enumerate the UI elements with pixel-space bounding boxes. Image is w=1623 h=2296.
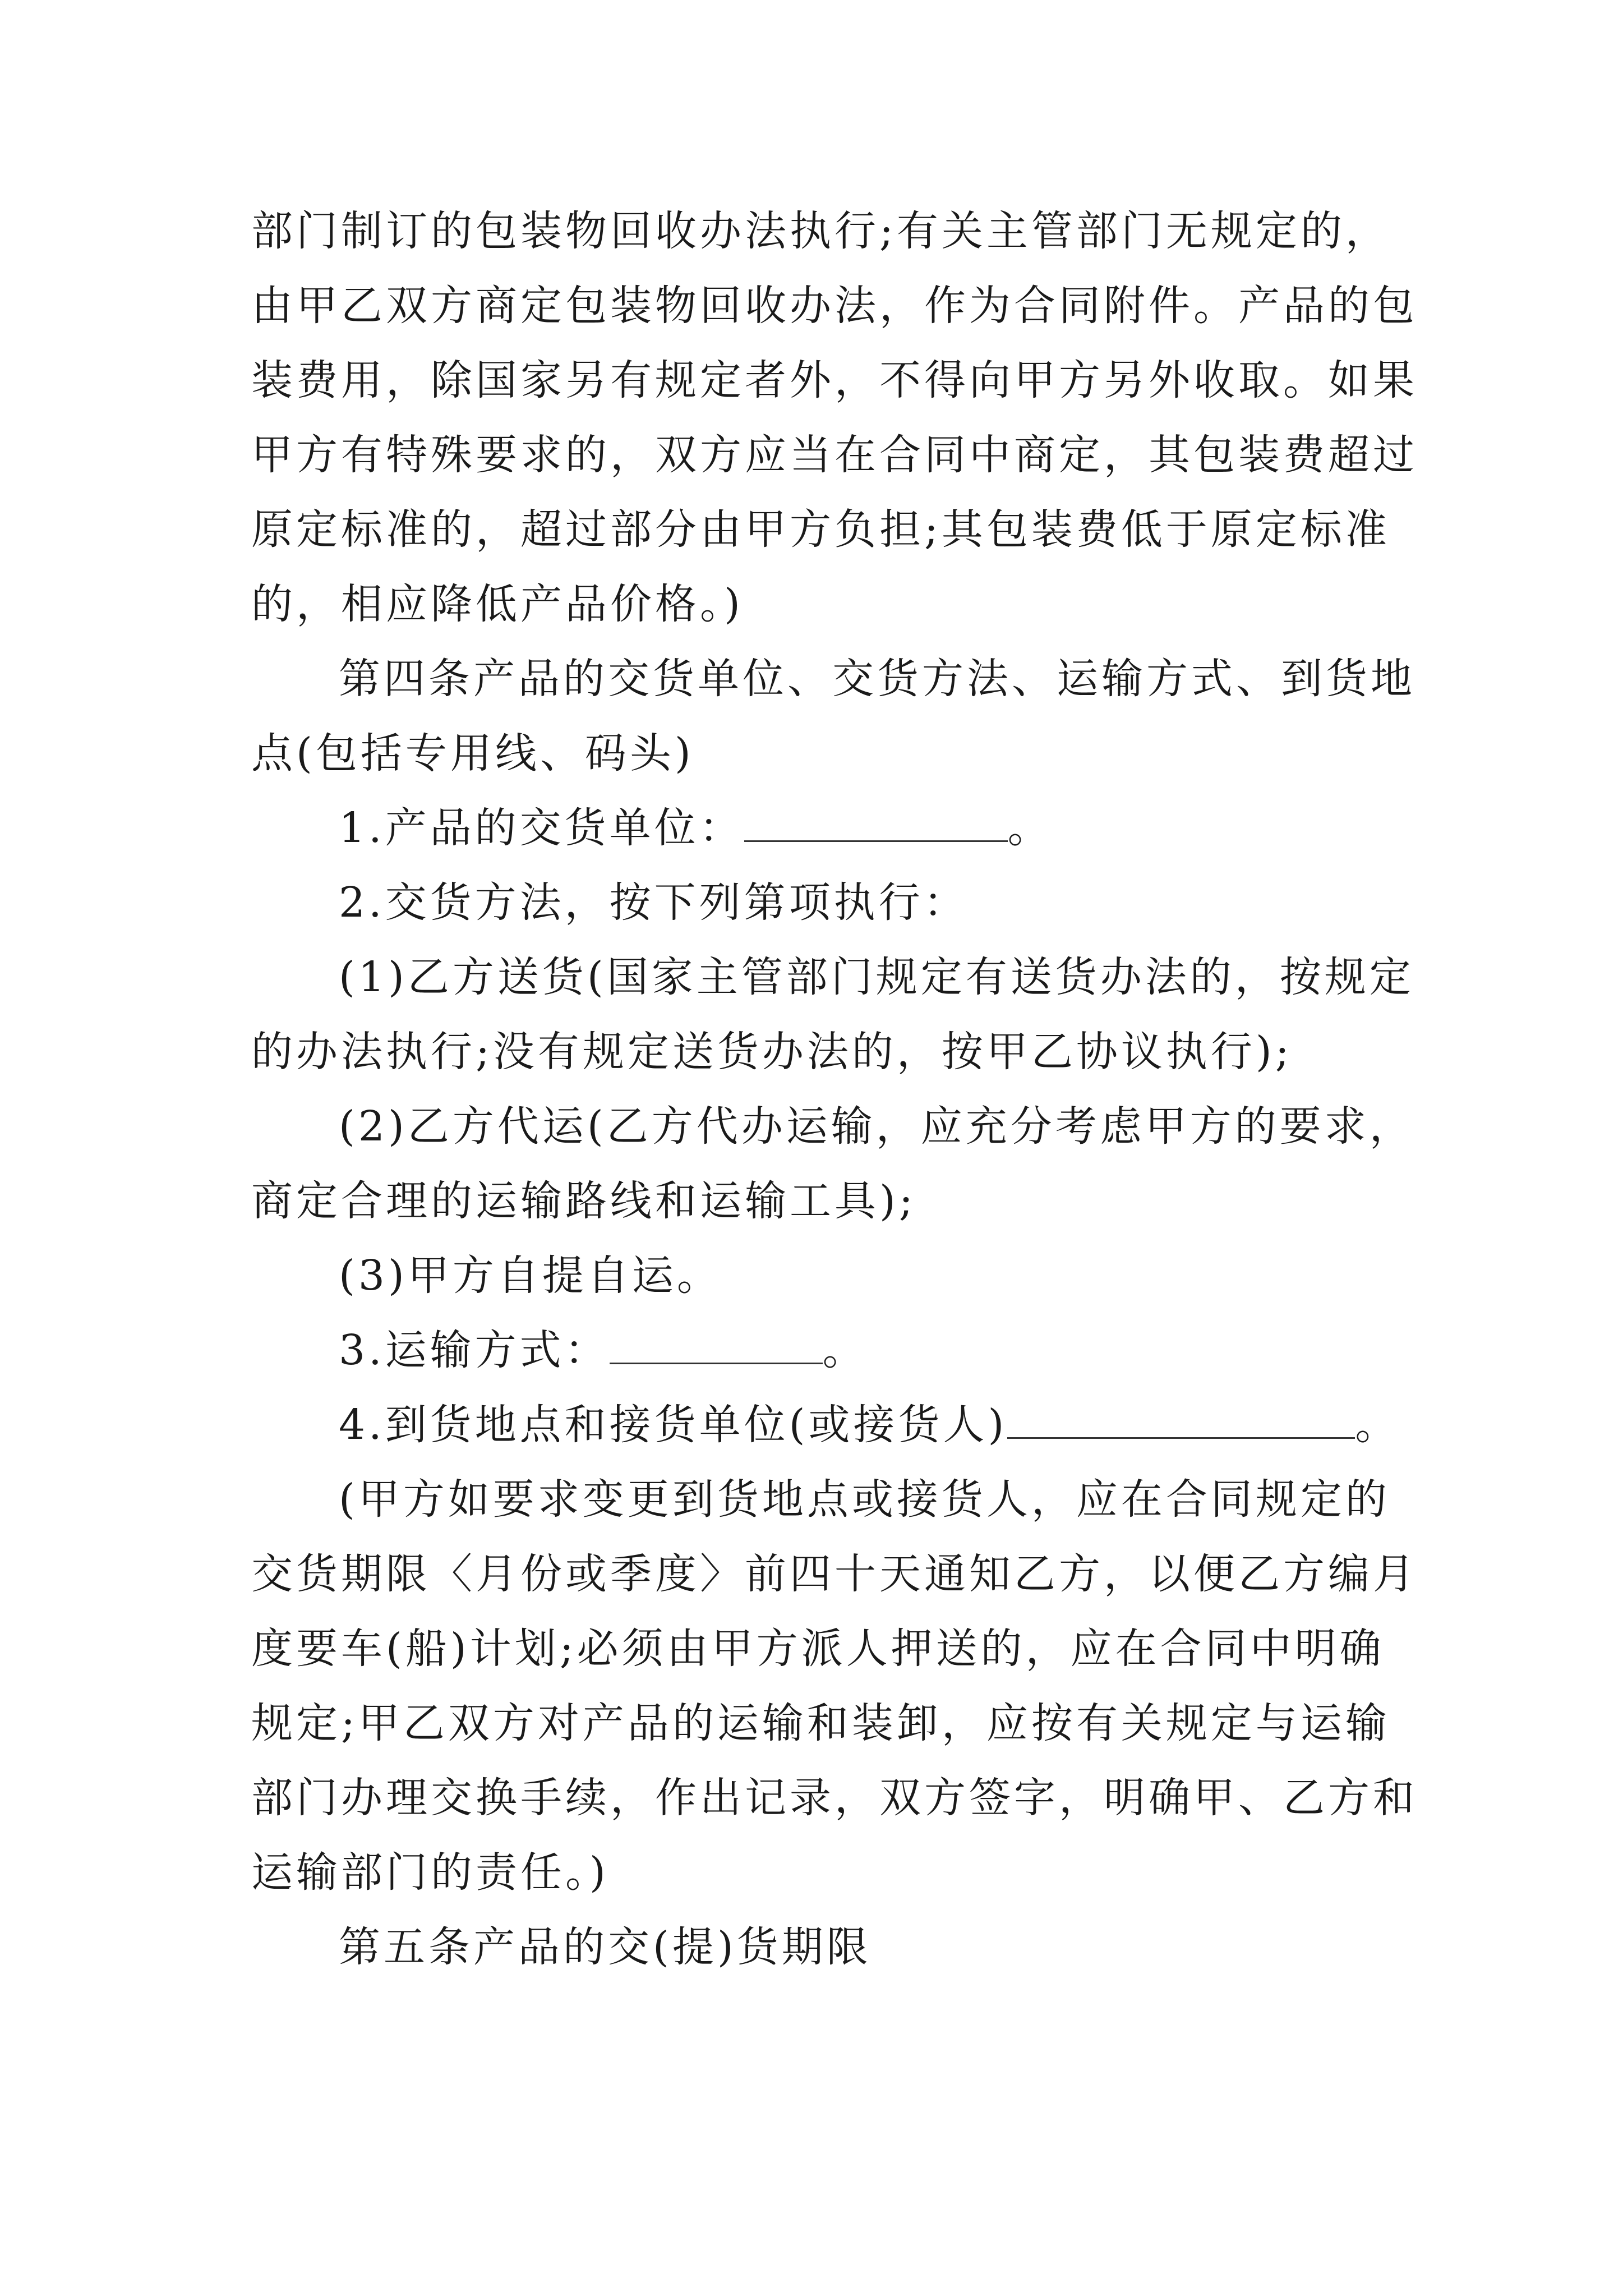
note-line-6: 运输部门的责任。): [251, 1848, 609, 1897]
transport-mode-label: 3.运输方式：: [339, 1326, 610, 1374]
delivery-unit-item: [339, 800, 1053, 856]
article-5-heading: 第五条产品的交(提)货期限: [339, 1923, 872, 1971]
note-line-2: 交货期限〈月份或季度〉前四十天通知乙方，以便乙方编月: [251, 1550, 1418, 1598]
option-1-line-1: (1)乙方送货(国家主管部门规定有送货办法的，按规定: [339, 953, 1414, 1001]
destination-blank[interactable]: [1007, 1398, 1355, 1439]
text-line-2: 由甲乙双方商定包装物回收办法，作为合同附件。产品的包: [251, 282, 1418, 330]
delivery-unit-label: 1.产品的交货单位：: [339, 804, 744, 852]
option-2-line-2: 商定合理的运输路线和运输工具);: [251, 1177, 916, 1225]
destination-label: 4.到货地点和接货单位(或接货人): [339, 1401, 1008, 1449]
delivery-unit-end: 。: [1007, 804, 1053, 852]
delivery-method-item: 2.交货方法，按下列第项执行：: [339, 878, 969, 927]
text-line-3: 装费用，除国家另有规定者外，不得向甲方另外收取。如果: [251, 356, 1418, 404]
option-1-line-2: 的办法执行;没有规定送货办法的，按甲乙协议执行);: [251, 1028, 1293, 1076]
option-3-line: (3)甲方自提自运。: [339, 1251, 722, 1300]
option-2-line-1: (2)乙方代运(乙方代办运输，应充分考虑甲方的要求，: [339, 1102, 1414, 1151]
note-line-5: 部门办理交换手续，作出记录，双方签字，明确甲、乙方和: [251, 1774, 1418, 1822]
destination-end: 。: [1355, 1401, 1400, 1449]
text-line-5: 原定标准的，超过部分由甲方负担;其包装费低于原定标准: [251, 505, 1390, 554]
transport-mode-end: 。: [822, 1326, 868, 1374]
delivery-unit-blank[interactable]: [744, 801, 1008, 842]
text-line-6: 的，相应降低产品价格。): [251, 580, 744, 628]
transport-mode-blank[interactable]: [610, 1323, 823, 1364]
transport-mode-item: [339, 1322, 868, 1378]
note-line-4: 规定;甲乙双方对产品的运输和装卸，应按有关规定与运输: [251, 1699, 1390, 1747]
text-line-1: 部门制订的包装物回收办法执行;有关主管部门无规定的，: [251, 207, 1390, 255]
text-line-4: 甲方有特殊要求的，双方应当在合同中商定，其包装费超过: [251, 431, 1418, 479]
note-line-1: (甲方如要求变更到货地点或接货人，应在合同规定的: [339, 1475, 1390, 1524]
article-4-heading: 第四条产品的交货单位、交货方法、运输方式、到货地: [339, 655, 1415, 703]
note-line-3: 度要车(船)计划;必须由甲方派人押送的，应在合同中明确: [251, 1625, 1385, 1673]
destination-item: [339, 1397, 1400, 1453]
text-line-8: 点(包括专用线、码头): [251, 729, 694, 777]
